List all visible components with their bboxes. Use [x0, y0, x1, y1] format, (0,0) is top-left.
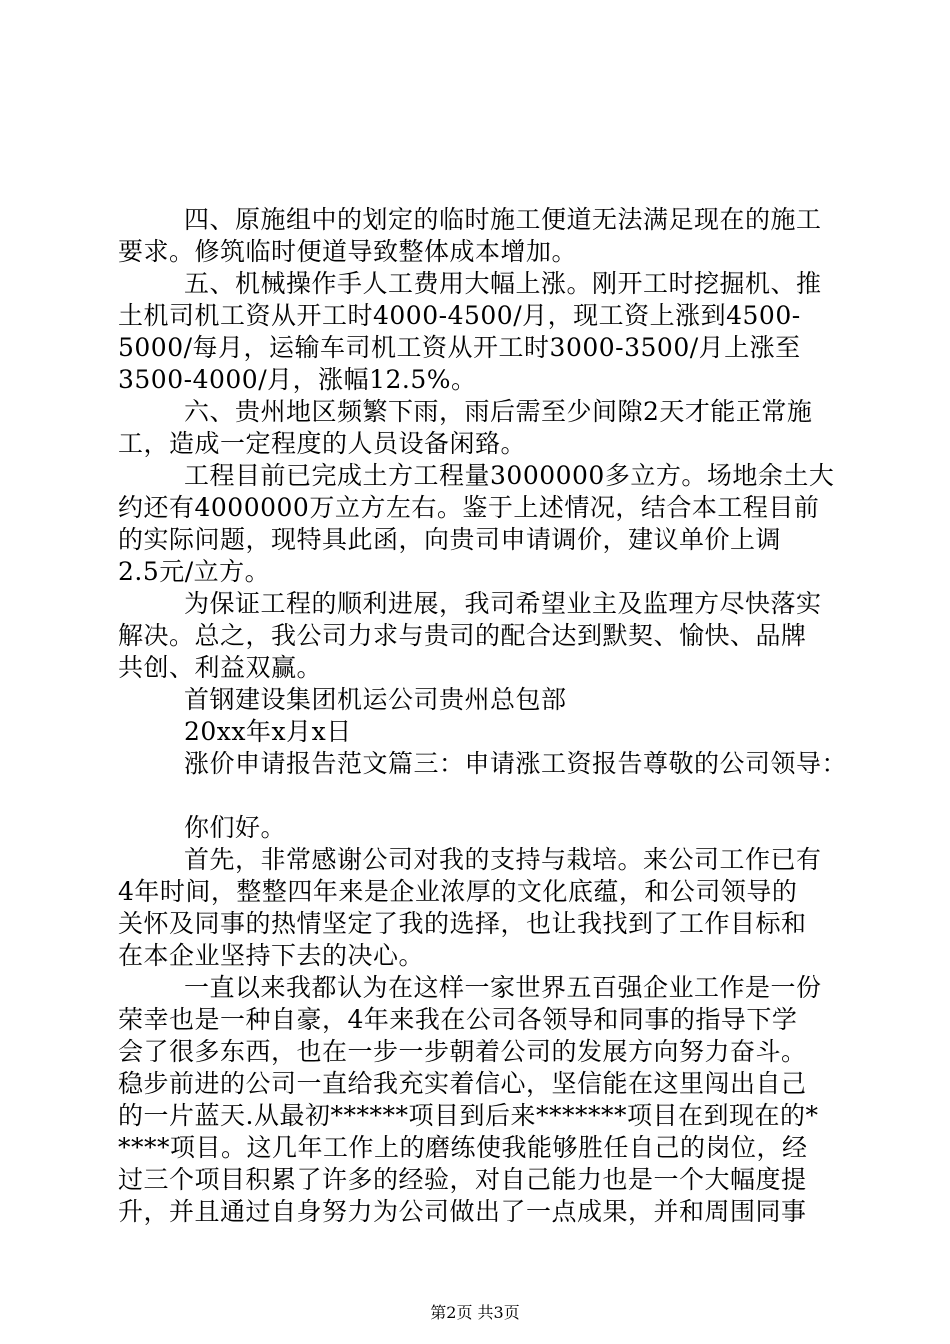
text-line: 共创、利益双赢。: [118, 653, 323, 682]
signature-org: 首钢建设集团机运公司贵州总包部: [184, 685, 567, 714]
text-line: 工，造成一定程度的人员设备闲臵。: [118, 429, 527, 458]
text-line: 关怀及同事的热情坚定了我的选择，也让我找到了工作目标和: [118, 909, 807, 938]
text-line: 会了很多东西，也在一步一步朝着公司的发展方向努力奋斗。: [118, 1037, 807, 1066]
text-line: 土机司机工资从开工时4000-4500/月，现工资上涨到4500-: [118, 301, 801, 330]
text-line: 5000/每月，运输车司机工资从开工时3000-3500/月上涨至: [118, 333, 801, 362]
page-footer: 第2页 共3页: [430, 1303, 520, 1322]
text-line: 要求。修筑临时便道导致整体成本增加。: [118, 237, 578, 266]
signature-date: 20xx年x月x日: [184, 717, 352, 746]
text-line: 在本企业坚持下去的决心。: [118, 941, 425, 970]
text-line: 的一片蓝天.从最初******项目到后来*******项目在到现在的*: [118, 1101, 819, 1130]
text-line: 六、贵州地区频繁下雨，雨后需至少间隙2天才能正常施: [184, 397, 813, 426]
text-line: ****项目。这几年工作上的磨练使我能够胜任自己的岗位，经: [118, 1133, 808, 1162]
text-line: 你们好。: [184, 813, 287, 842]
text-line: 过三个项目积累了许多的经验，对自己能力也是一个大幅度提: [118, 1165, 807, 1194]
text-line: 升，并且通过自身努力为公司做出了一点成果，并和周围同事: [118, 1197, 807, 1226]
text-line: 稳步前进的公司一直给我充实着信心，坚信能在这里闯出自己: [118, 1069, 807, 1098]
text-line: 为保证工程的顺利进展，我司希望业主及监理方尽快落实: [184, 589, 822, 618]
text-line: 2.5元/立方。: [118, 557, 271, 586]
text-line: 首先，非常感谢公司对我的支持与栽培。来公司工作已有: [184, 845, 822, 874]
text-line: 一直以来我都认为在这样一家世界五百强企业工作是一份: [184, 973, 822, 1002]
text-line: 荣幸也是一种自豪，4年来我在公司各领导和同事的指导下学: [118, 1005, 798, 1034]
text-line: 解决。总之，我公司力求与贵司的配合达到默契、愉快、品牌: [118, 621, 807, 650]
text-line: 四、原施组中的划定的临时施工便道无法满足现在的施工: [184, 205, 822, 234]
text-line: 3500-4000/月，涨幅12.5%。: [118, 365, 477, 394]
section-heading: 涨价申请报告范文篇三：申请涨工资报告尊敬的公司领导：: [184, 749, 848, 778]
text-line: 的实际问题，现特具此函，向贵司申请调价，建议单价上调: [118, 525, 782, 554]
text-line: 工程目前已完成土方工程量3000000多立方。场地余土大: [184, 461, 835, 490]
text-line: 五、机械操作手人工费用大幅上涨。刚开工时挖掘机、推: [184, 269, 822, 298]
text-line: 4年时间，整整四年来是企业浓厚的文化底蕴，和公司领导的: [118, 877, 798, 906]
text-line: 约还有4000000万立方左右。鉴于上述情况，结合本工程目前: [118, 493, 820, 522]
